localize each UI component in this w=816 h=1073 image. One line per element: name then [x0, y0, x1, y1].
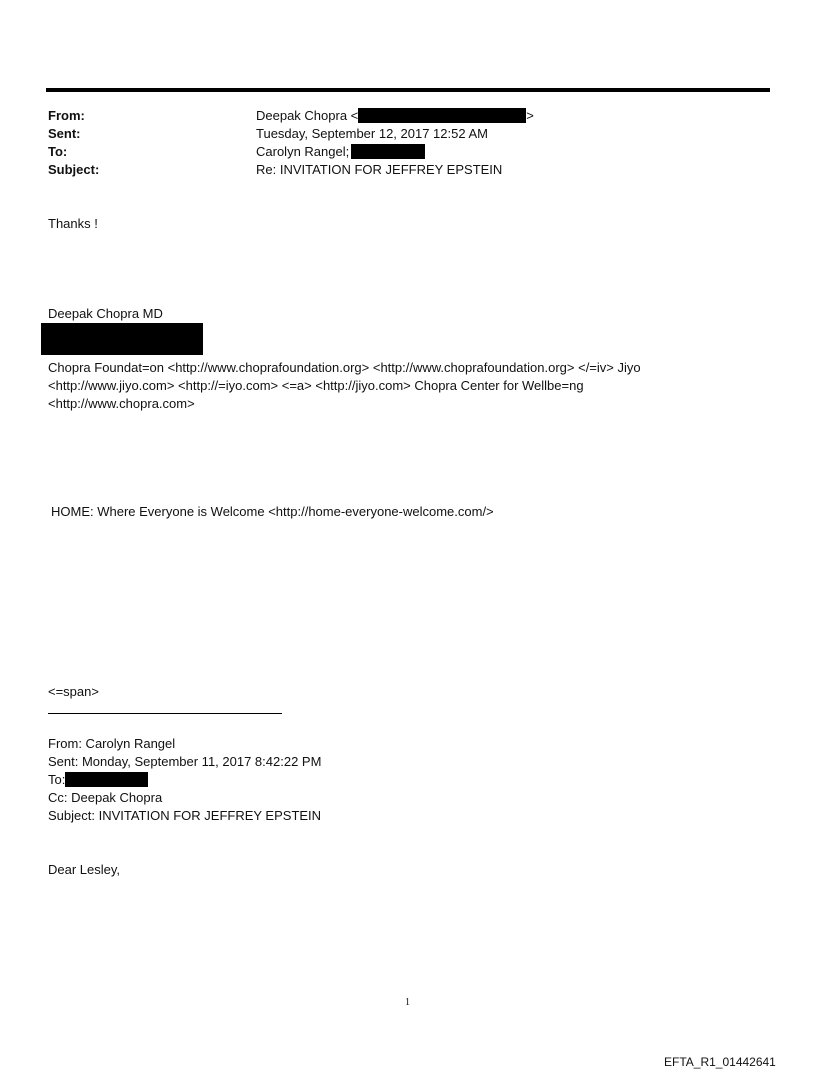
links-line-3: <http://www.chopra.com>: [48, 396, 195, 411]
redaction-box: [41, 323, 203, 355]
quoted-salutation: Dear Lesley,: [48, 862, 121, 877]
links-line-2: <http://www.jiyo.com> <http://=iyo.com> <=a> <http://jiyo.com> Chopra Center for Wellbe=ng: [48, 378, 584, 393]
quoted-subject: Subject: INVITATION FOR JEFFREY EPSTEIN: [48, 808, 322, 823]
quoted-to: [48, 771, 148, 789]
to-name: Carolyn Rangel;: [256, 144, 350, 159]
from-close: >: [526, 108, 534, 123]
quote-separator: [48, 713, 282, 714]
sent-label: Sent:: [48, 126, 81, 141]
redaction-box: [65, 772, 148, 787]
quoted-cc: Cc: Deepak Chopra: [48, 790, 163, 805]
from-value: [256, 107, 534, 125]
from-label: From:: [48, 108, 85, 123]
quoted-sent: Sent: Monday, September 11, 2017 8:42:22 PM: [48, 754, 322, 769]
quoted-from: From: Carolyn Rangel: [48, 736, 176, 751]
greeting-text: Thanks !: [48, 216, 98, 231]
sent-value: Tuesday, September 12, 2017 12:52 AM: [256, 126, 488, 141]
home-line: HOME: Where Everyone is Welcome <http://home-everyone-welcome.com/>: [51, 504, 494, 519]
span-tag-text: <=span>: [48, 684, 99, 699]
bates-number: EFTA_R1_01442641: [664, 1055, 776, 1069]
from-name: Deepak Chopra <: [256, 108, 359, 123]
links-line-1: Chopra Foundat=on <http://www.choprafoundation.org> <http://www.choprafoundation.org> </=iv> Jiyo: [48, 360, 641, 375]
signature-name: Deepak Chopra MD: [48, 306, 163, 321]
subject-label: Subject:: [48, 162, 100, 177]
redaction-box: [351, 144, 425, 159]
subject-value: Re: INVITATION FOR JEFFREY EPSTEIN: [256, 162, 503, 177]
to-label: To:: [48, 144, 68, 159]
quoted-to-label: To:: [48, 772, 66, 787]
header-rule: [46, 88, 770, 92]
page-number: 1: [405, 997, 410, 1008]
redaction-box: [358, 108, 526, 123]
to-value: [256, 143, 425, 161]
